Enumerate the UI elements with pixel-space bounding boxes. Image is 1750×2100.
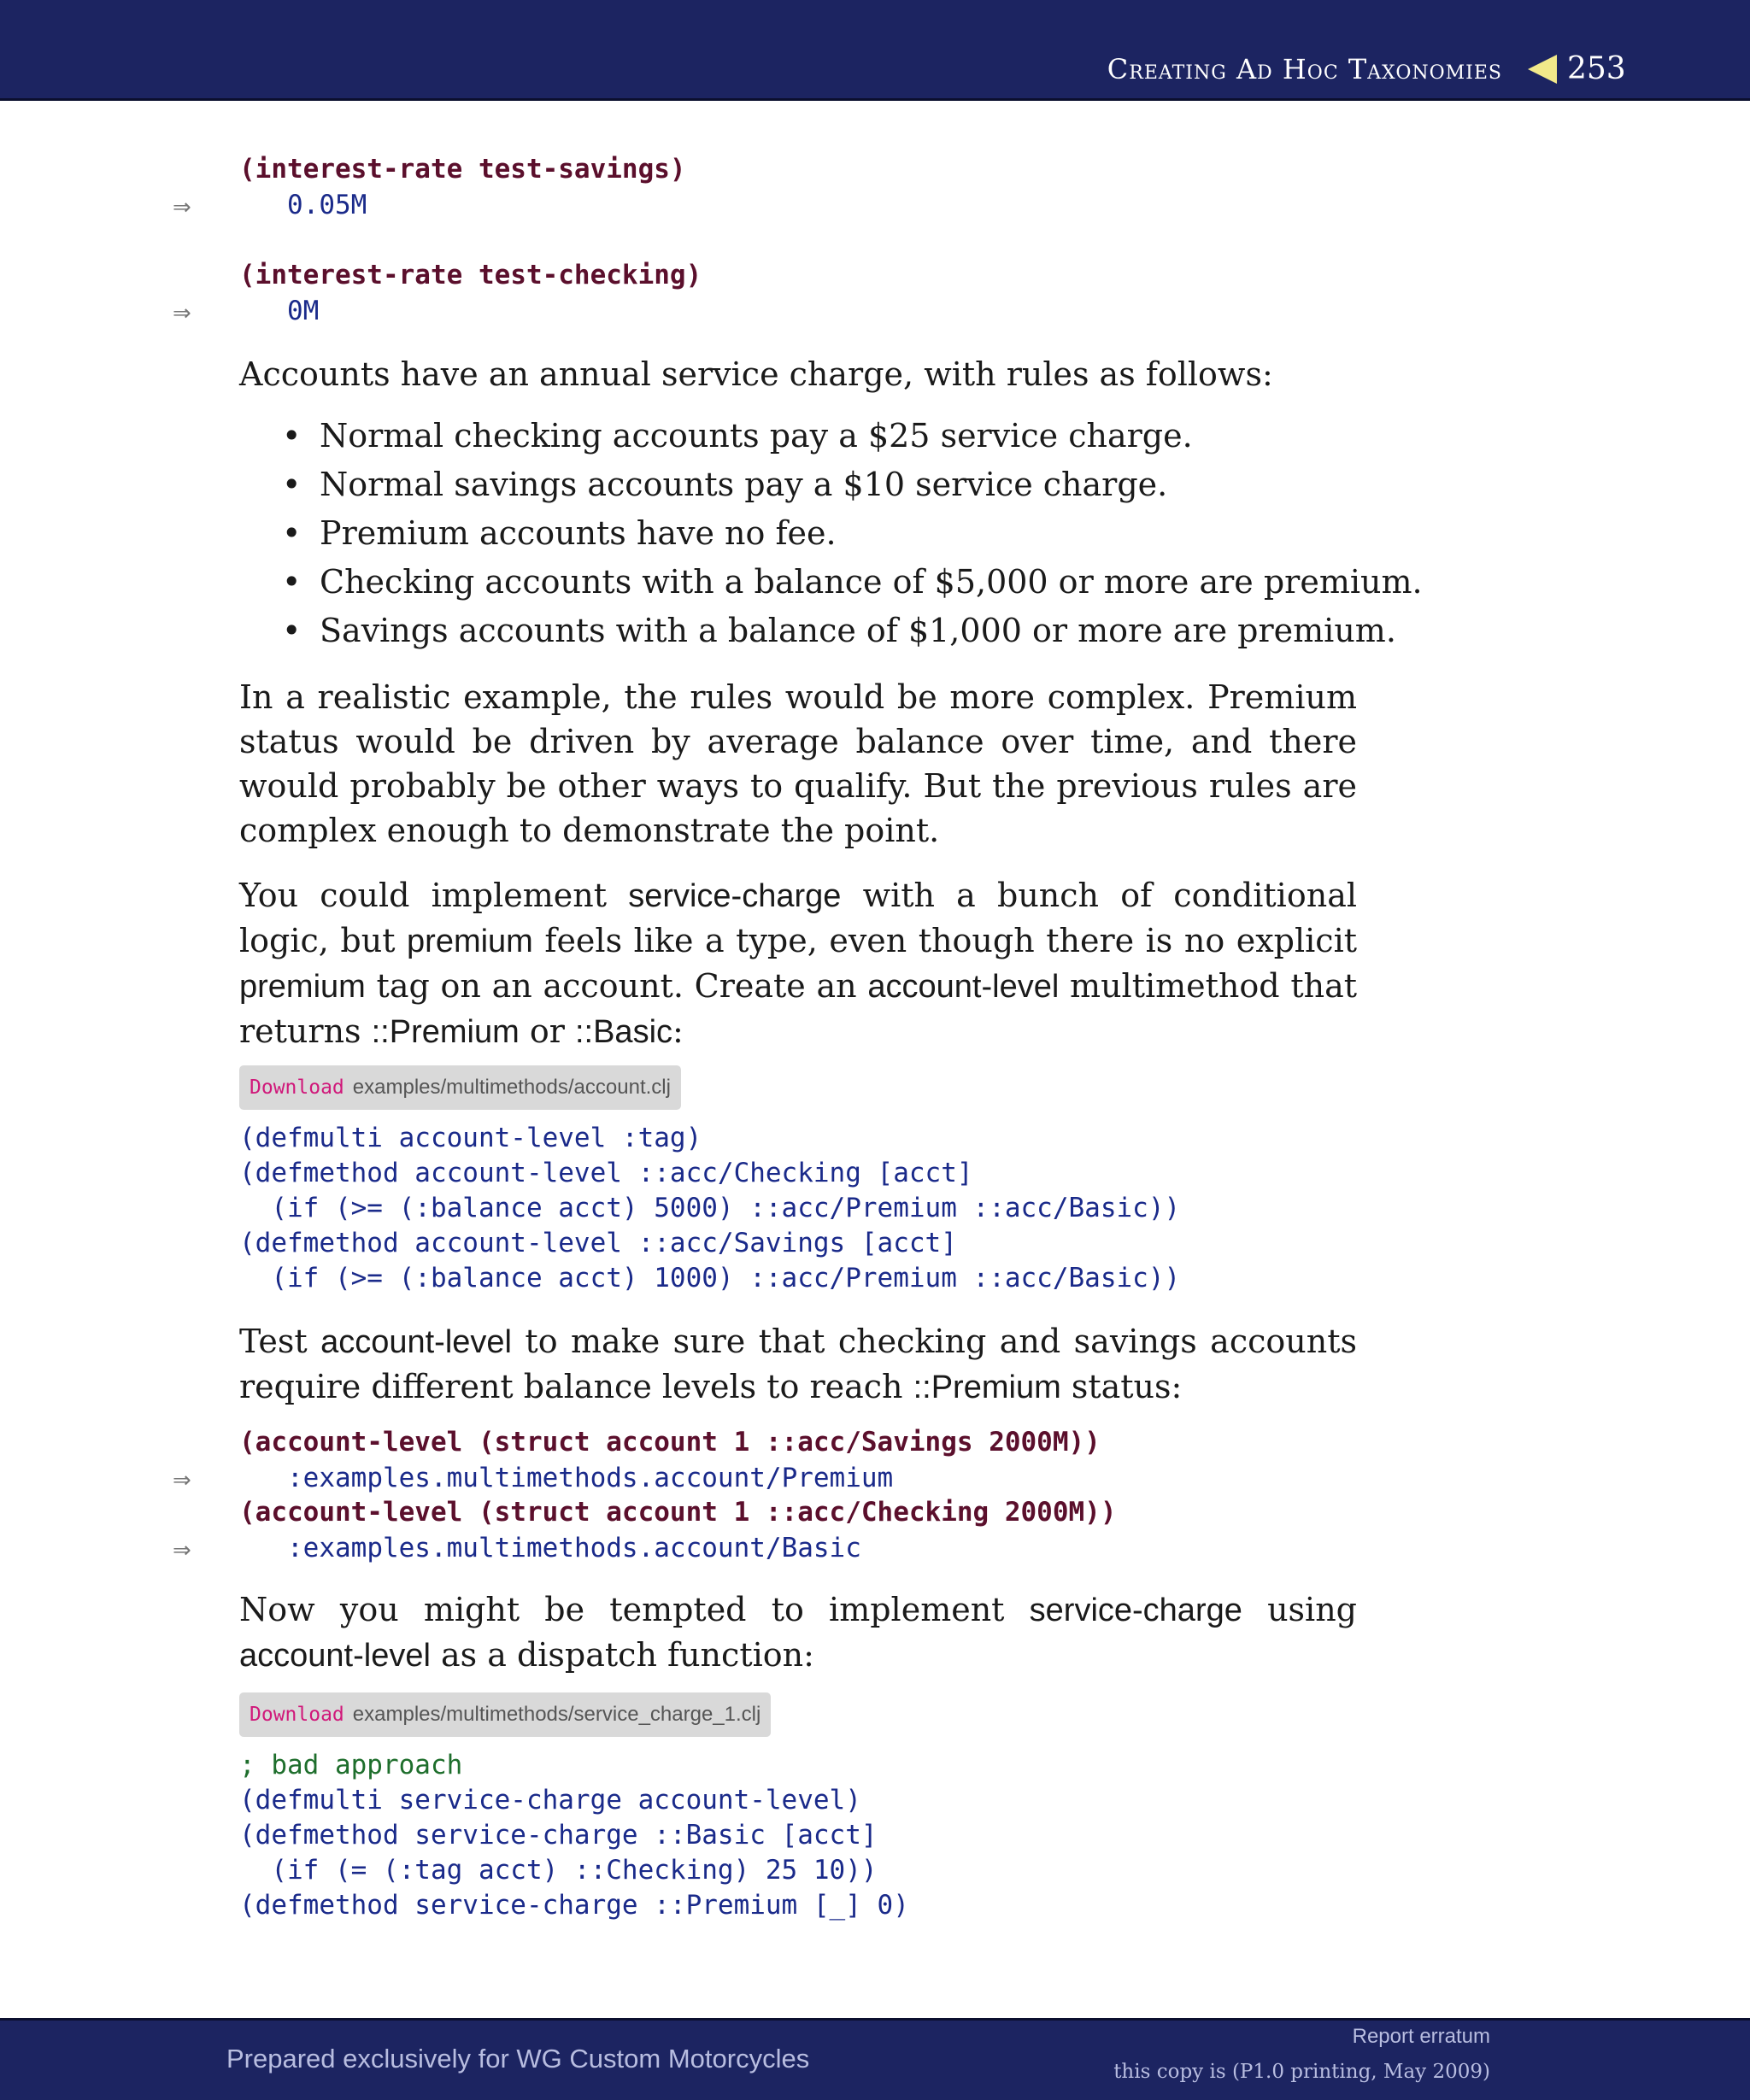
result-arrow-icon: ⇒ <box>173 1538 191 1563</box>
code-line: (defmulti account-level :tag) <box>239 1123 702 1153</box>
download-label[interactable]: Download <box>250 1704 344 1726</box>
printing-info: this copy is (P1.0 printing, May 2009) <box>1113 2061 1490 2083</box>
repl-input: (interest-rate test-checking) <box>239 260 702 290</box>
list-item: • Premium accounts have no fee. <box>282 509 1423 558</box>
download-path[interactable]: examples/multimethods/service_charge_1.clj <box>352 1703 761 1726</box>
paragraph-test: Test account-level to make sure that checking and savings accounts require different balance levels to reach ::Premium status: <box>239 1323 1357 1405</box>
paragraph-realistic: In a realistic example, the rules would be more complex. Premium status would be driven by average balance over time, and there would probably be other ways to qualify. But the previous rules are complex enough to demonstrate the point. <box>239 678 1357 849</box>
inline-code: account-level <box>867 969 1060 1005</box>
download-link-account[interactable] <box>239 1065 681 1110</box>
code-line: (if (>= (:balance acct) 1000) ::acc/Premium ::acc/Basic)) <box>239 1263 1181 1293</box>
result-arrow-icon: ⇒ <box>173 301 191 326</box>
inline-code: service-charge <box>628 878 842 914</box>
page-number: 253 <box>1567 51 1626 86</box>
result-arrow-icon: ⇒ <box>173 195 191 220</box>
report-erratum-link[interactable]: Report erratum <box>1352 2025 1490 2048</box>
list-item: • Savings accounts with a balance of $1,000 or more are premium. <box>282 607 1423 655</box>
download-path[interactable]: examples/multimethods/account.clj <box>352 1076 671 1099</box>
header-banner <box>0 0 1750 101</box>
download-label[interactable]: Download <box>250 1076 344 1099</box>
inline-code: ::Premium <box>371 1014 520 1050</box>
code-line: (defmulti service-charge account-level) <box>239 1785 861 1816</box>
paragraph-implement: You could implement service-charge with a bunch of conditional logic, but premium feels like a type, even though there is no explicit premium tag on an account. Create an account-level multimethod that returns ::Premium or ::Basic: <box>239 877 1357 1050</box>
running-title: Creating Ad Hoc Taxonomies <box>1107 53 1502 85</box>
rules-list <box>282 412 1423 655</box>
repl-input: (interest-rate test-savings) <box>239 154 686 185</box>
repl-output: :examples.multimethods.account/Basic <box>287 1533 861 1563</box>
download-link-service-charge[interactable] <box>239 1692 771 1737</box>
inline-code: ::Premium <box>913 1370 1061 1405</box>
repl-input: (account-level (struct account 1 ::acc/Savings 2000M)) <box>239 1427 1101 1458</box>
repl-output: 0.05M <box>287 190 367 220</box>
code-comment: ; bad approach <box>239 1750 463 1780</box>
prepared-for-text: Prepared exclusively for WG Custom Motorcycles <box>226 2044 810 2074</box>
code-line: (defmethod account-level ::acc/Checking [acct] <box>239 1158 973 1188</box>
code-line: (defmethod service-charge ::Basic [acct] <box>239 1820 878 1851</box>
repl-output: 0M <box>287 296 320 326</box>
repl-output: :examples.multimethods.account/Premium <box>287 1463 894 1493</box>
list-item: • Normal savings accounts pay a $10 service charge. <box>282 460 1423 509</box>
result-arrow-icon: ⇒ <box>173 1468 191 1493</box>
code-line: (if (= (:tag acct) ::Checking) 25 10)) <box>239 1855 878 1886</box>
code-line: (defmethod service-charge ::Premium [_] 0) <box>239 1890 909 1921</box>
list-item: • Checking accounts with a balance of $5,000 or more are premium. <box>282 558 1423 607</box>
inline-code: premium <box>407 924 533 959</box>
repl-input: (account-level (struct account 1 ::acc/Checking 2000M)) <box>239 1497 1117 1528</box>
inline-code: service-charge <box>1029 1593 1242 1628</box>
paragraph-tempted: Now you might be tempted to implement service-charge using account-level as a dispatch function: <box>239 1591 1357 1674</box>
inline-code: account-level <box>239 1638 431 1674</box>
previous-page-arrow-icon[interactable] <box>1528 55 1557 84</box>
code-line: (defmethod account-level ::acc/Savings [acct] <box>239 1228 957 1258</box>
inline-code: premium <box>239 969 366 1005</box>
inline-code: ::Basic <box>574 1014 673 1050</box>
inline-code: account-level <box>320 1324 512 1360</box>
code-line: (if (>= (:balance acct) 5000) ::acc/Premium ::acc/Basic)) <box>239 1193 1181 1223</box>
list-item: • Normal checking accounts pay a $25 service charge. <box>282 412 1423 460</box>
paragraph-intro: Accounts have an annual service charge, with rules as follows: <box>239 355 1273 393</box>
